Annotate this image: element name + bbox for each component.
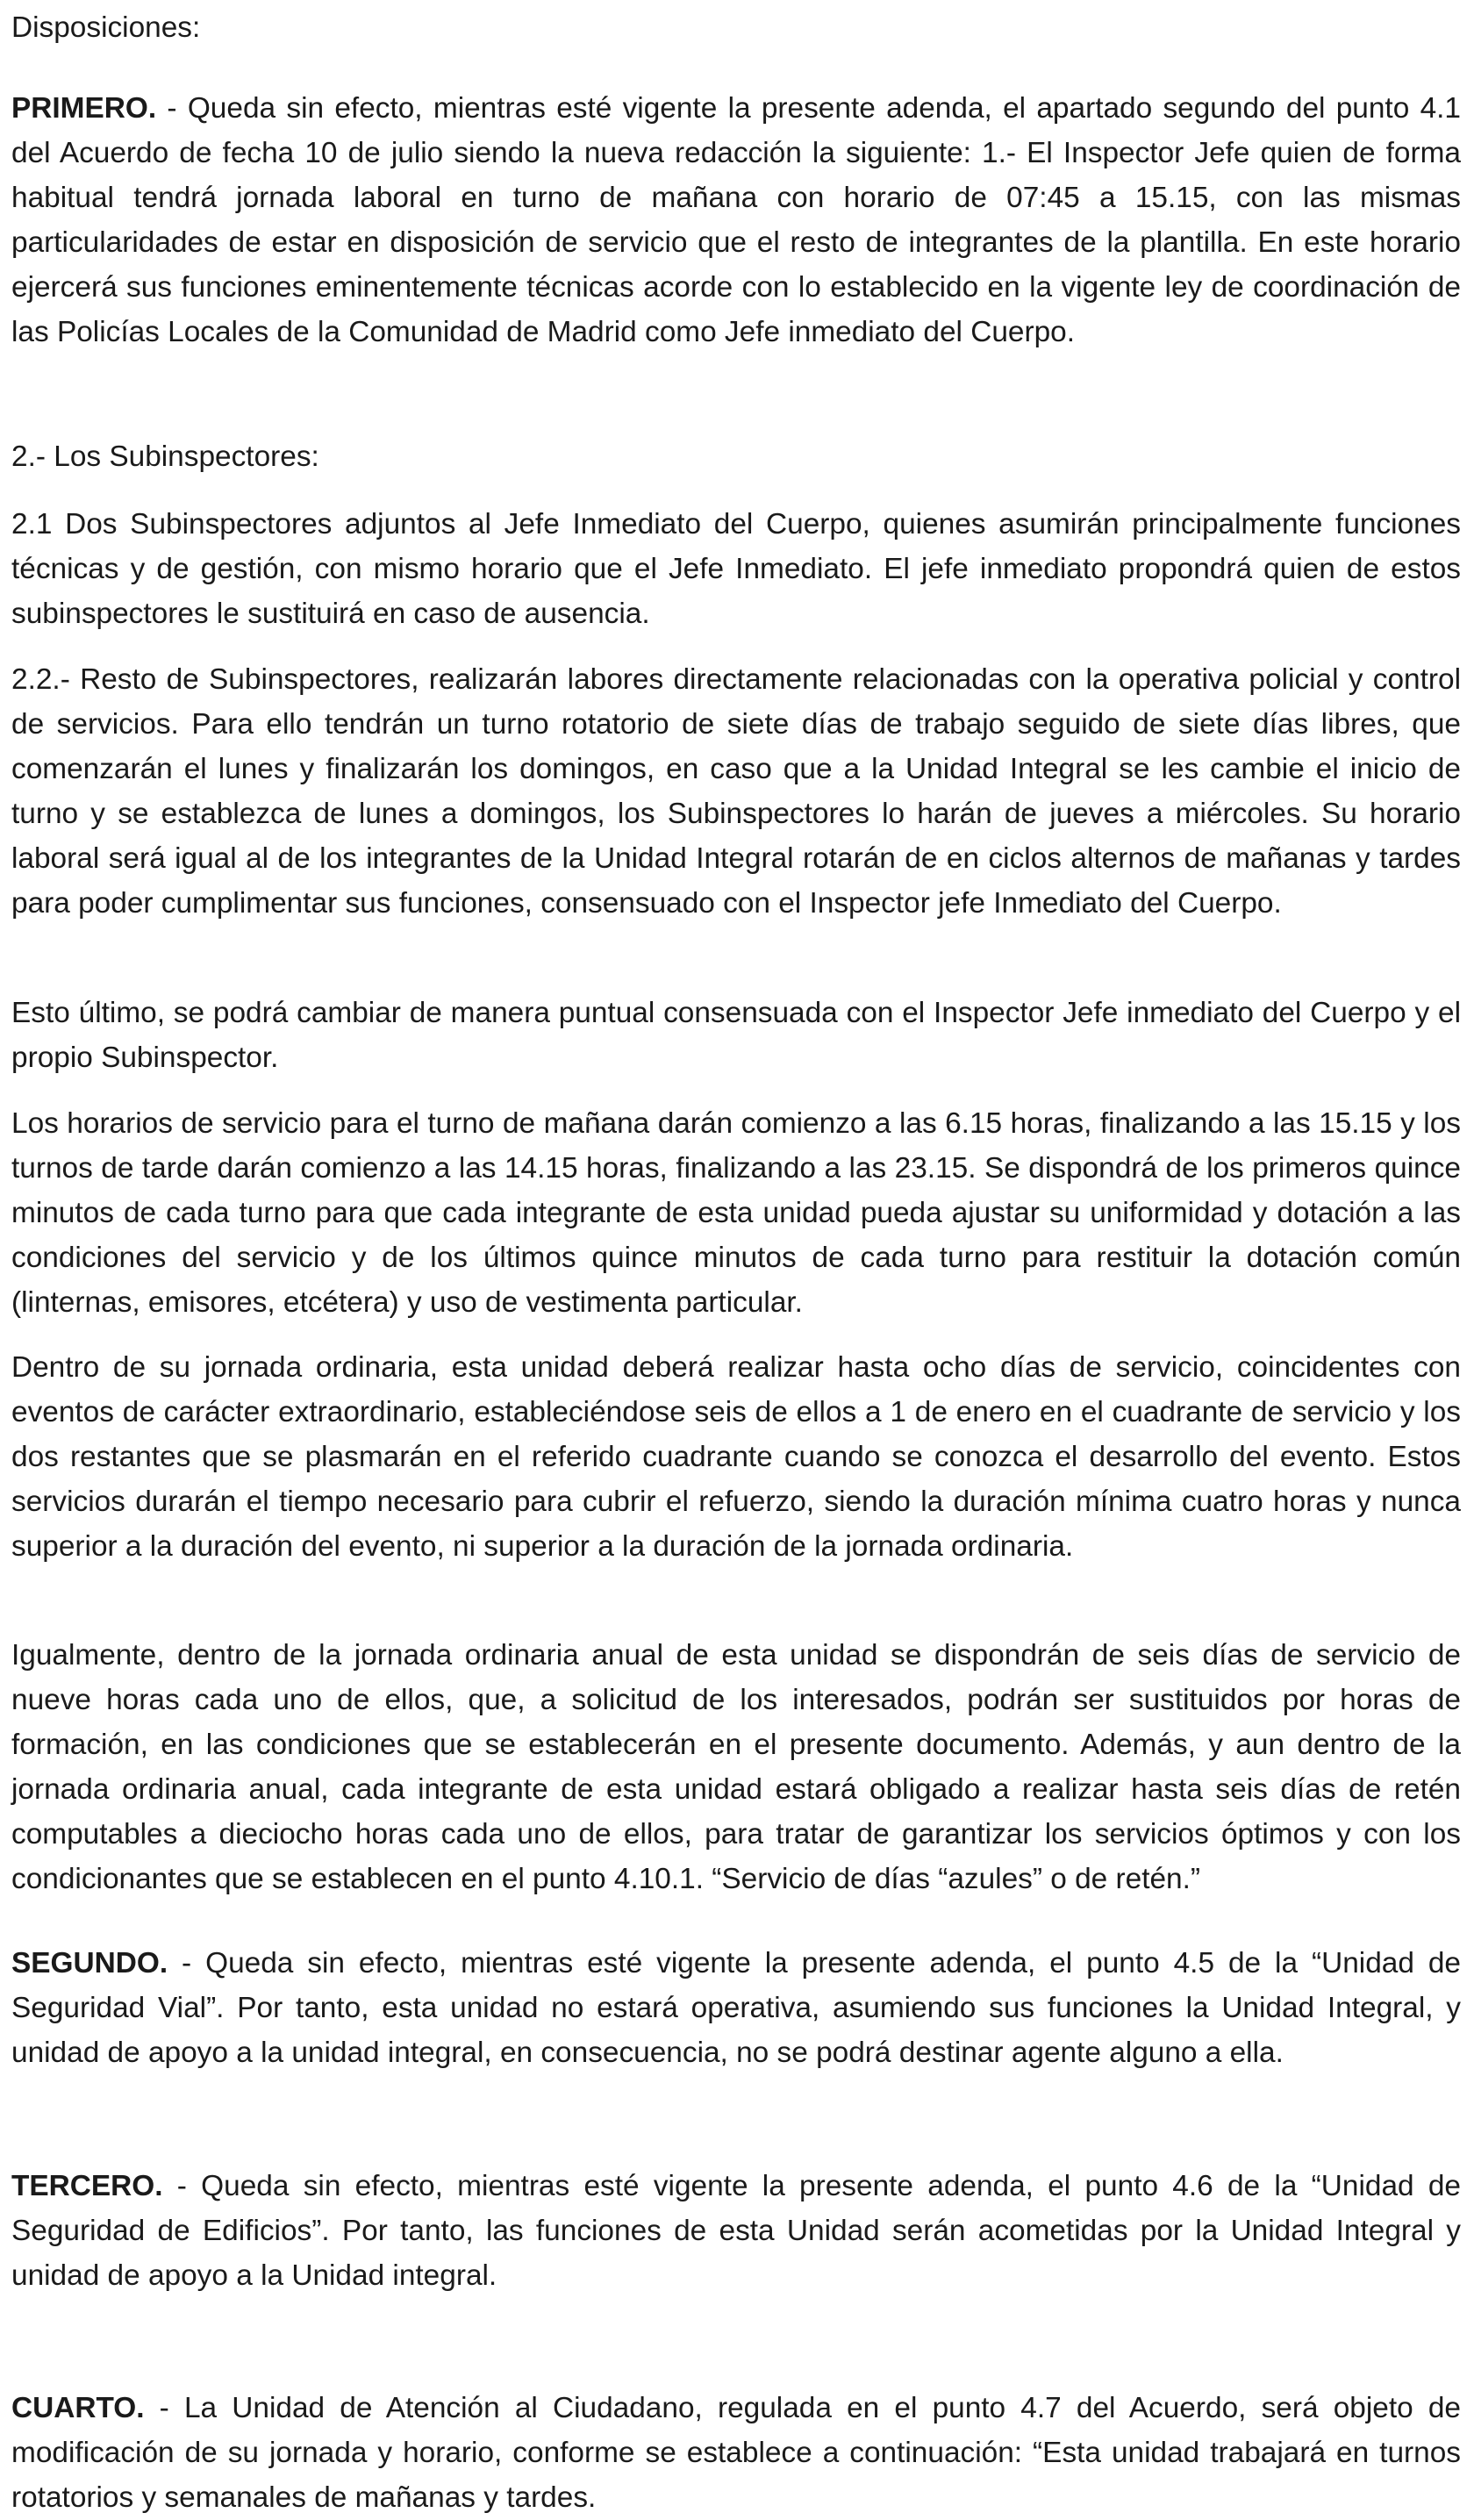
paragraph-primero <box>11 86 1461 354</box>
paragraph-tercero <box>11 2164 1461 2298</box>
paragraph-2-2: 2.2.- Resto de Subinspectores, realizarán labores directamente relacionadas con la operativa policial y control de servicios. Para ello tendrán un turno rotatorio de siete días de trabajo seguido de siete días libres, que comenzarán el lunes y finalizarán los domingos, en caso que a la Unidad Integral se les cambie el inicio de turno y se establezca de lunes a domingos, los Subinspectores lo harán de jueves a miércoles. Su horario laboral será igual al de los integrantes de la Unidad Integral rotarán de en ciclos alternos de mañanas y tardes para poder cumplimentar sus funciones, consensuado con el Inspector jefe Inmediato del Cuerpo. <box>11 663 1461 920</box>
primero-text: - Queda sin efecto, mientras esté vigente la presente adenda, el apartado segundo del punto 4.1 del Acuerdo de fecha 10 de julio siendo la nueva redacción la siguiente: 1.- El Inspector Jefe quien de forma habitual tendrá jornada laboral en turno de mañana con horario de 07:45 a 15.15, con las mismas particularidades de estar en disposición de servicio que el resto de integrantes de la plantilla. En este horario ejercerá sus funciones eminentemente técnicas acorde con lo establecido en la vigente ley de coordinación de las Policías Locales de la Comunidad de Madrid como Jefe inmediato del Cuerpo. <box>11 92 1461 348</box>
paragraph-cuarto <box>11 2386 1461 2520</box>
cuarto-label: CUARTO. <box>11 2392 145 2424</box>
dispositions-heading: Disposiciones: <box>11 11 201 44</box>
subinspectores-heading: 2.- Los Subinspectores: <box>11 440 319 473</box>
segundo-label: SEGUNDO. <box>11 1947 168 1979</box>
paragraph-igualmente: Igualmente, dentro de la jornada ordinaria anual de esta unidad se dispondrán de seis días de servicio de nueve horas cada uno de ellos, que, a solicitud de los interesados, podrán ser sustituidos por horas de formación, en las condiciones que se establecerán en el presente documento. Además, y aun dentro de la jornada ordinaria anual, cada integrante de esta unidad estará obligado a realizar hasta seis días de retén computables a dieciocho horas cada uno de ellos, para tratar de garantizar los servicios óptimos y con los condicionantes que se establecen en el punto 4.10.1. “Servicio de días “azules” o de retén.” <box>11 1639 1461 1895</box>
paragraph-horarios: Los horarios de servicio para el turno de mañana darán comienzo a las 6.15 horas, finalizando a las 15.15 y los turnos de tarde darán comienzo a las 14.15 horas, finalizando a las 23.15. Se dispondrá de los primeros quince minutos de cada turno para que cada integrante de esta unidad pueda ajustar su uniformidad y dotación a las condiciones del servicio y de los últimos quince minutos de cada turno para restituir la dotación común (linternas, emisores, etcétera) y uso de vestimenta particular. <box>11 1107 1461 1319</box>
primero-label: PRIMERO. <box>11 92 157 125</box>
paragraph-segundo <box>11 1941 1461 2075</box>
cuarto-text: - La Unidad de Atención al Ciudadano, regulada en el punto 4.7 del Acuerdo, será objeto de modificación de su jornada y horario, conforme se establece a continuación: “Esta unidad trabajará en turnos rotatorios y semanales de mañanas y tardes. <box>11 2392 1461 2514</box>
tercero-text: - Queda sin efecto, mientras esté vigente la presente adenda, el punto 4.6 de la “Unidad de Seguridad de Edificios”. Por tanto, las funciones de esta Unidad serán acometidas por la Unidad Integral y unidad de apoyo a la Unidad integral. <box>11 2170 1461 2292</box>
paragraph-esto-ultimo: Esto último, se podrá cambiar de manera puntual consensuada con el Inspector Jefe inmediato del Cuerpo y el propio Subinspector. <box>11 997 1461 1074</box>
paragraph-2-1: 2.1 Dos Subinspectores adjuntos al Jefe Inmediato del Cuerpo, quienes asumirán principalmente funciones técnicas y de gestión, con mismo horario que el Jefe Inmediato. El jefe inmediato propondrá quien de estos subinspectores le sustituirá en caso de ausencia. <box>11 508 1461 630</box>
tercero-label: TERCERO. <box>11 2170 163 2202</box>
paragraph-dentro-jornada: Dentro de su jornada ordinaria, esta unidad deberá realizar hasta ocho días de servicio, coincidentes con eventos de carácter extraordinario, estableciéndose seis de ellos a 1 de enero en el cuadrante de servicio y los dos restantes que se plasmarán en el referido cuadrante cuando se conozca el desarrollo del evento. Estos servicios durarán el tiempo necesario para cubrir el refuerzo, siendo la duración mínima cuatro horas y nunca superior a la duración del evento, ni superior a la duración de la jornada ordinaria. <box>11 1351 1461 1563</box>
segundo-text: - Queda sin efecto, mientras esté vigente la presente adenda, el punto 4.5 de la “Unidad de Seguridad Vial”. Por tanto, esta unidad no estará operativa, asumiendo sus funciones la Unidad Integral, y unidad de apoyo a la unidad integral, en consecuencia, no se podrá destinar agente alguno a ella. <box>11 1947 1461 2069</box>
